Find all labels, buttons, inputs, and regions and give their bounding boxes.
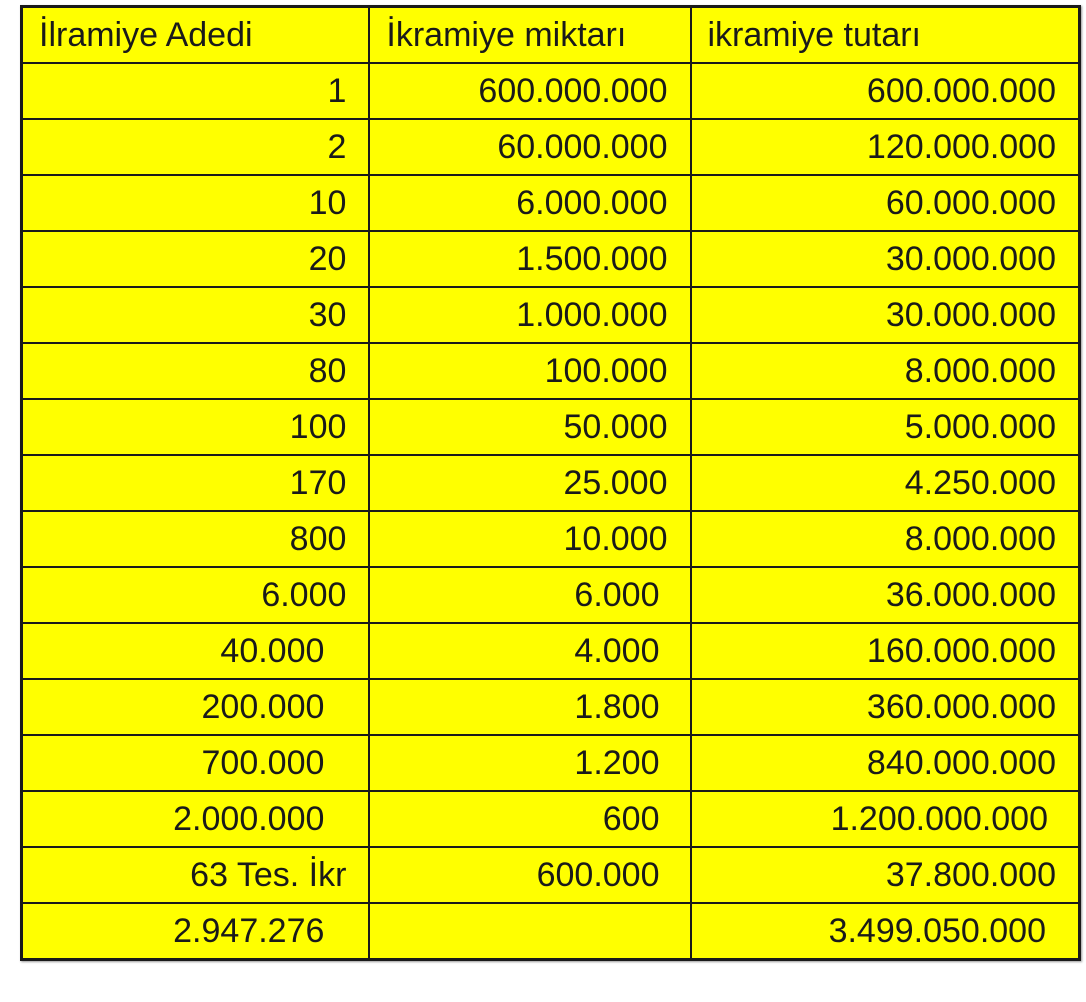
cell-adet: 170: [22, 455, 370, 511]
table-row: [22, 679, 1080, 735]
table-row: [22, 735, 1080, 791]
cell-miktar: 6.000: [369, 567, 690, 623]
cell-adet: 800: [22, 511, 370, 567]
total-row: [22, 903, 1080, 960]
cell-total-miktar: [369, 903, 690, 960]
cell-miktar: 10.000: [369, 511, 690, 567]
prize-table: [20, 5, 1081, 961]
cell-tutar: 30.000.000: [691, 231, 1080, 287]
cell-tutar: 840.000.000: [691, 735, 1080, 791]
cell-tutar: 160.000.000: [691, 623, 1080, 679]
cell-miktar: 50.000: [369, 399, 690, 455]
cell-tutar: 120.000.000: [691, 119, 1080, 175]
table-row: [22, 343, 1080, 399]
cell-miktar: 1.000.000: [369, 287, 690, 343]
table-row: [22, 399, 1080, 455]
table-row: [22, 791, 1080, 847]
table-row: [22, 119, 1080, 175]
cell-tutar: 8.000.000: [691, 511, 1080, 567]
cell-tutar: 1.200.000.000: [691, 791, 1080, 847]
table-row: [22, 287, 1080, 343]
cell-miktar: 1.200: [369, 735, 690, 791]
cell-adet: 80: [22, 343, 370, 399]
header-row: [22, 7, 1080, 64]
cell-adet: 63 Tes. İkr: [22, 847, 370, 903]
cell-miktar: 6.000.000: [369, 175, 690, 231]
cell-tutar: 60.000.000: [691, 175, 1080, 231]
table-row: [22, 623, 1080, 679]
cell-adet: 2: [22, 119, 370, 175]
table-row: [22, 231, 1080, 287]
cell-adet: 100: [22, 399, 370, 455]
cell-miktar: 600: [369, 791, 690, 847]
cell-adet: 40.000: [22, 623, 370, 679]
cell-miktar: 60.000.000: [369, 119, 690, 175]
cell-tutar: 4.250.000: [691, 455, 1080, 511]
cell-adet: 6.000: [22, 567, 370, 623]
cell-adet: 20: [22, 231, 370, 287]
cell-tutar: 5.000.000: [691, 399, 1080, 455]
table-row: [22, 175, 1080, 231]
cell-tutar: 30.000.000: [691, 287, 1080, 343]
cell-tutar: 360.000.000: [691, 679, 1080, 735]
cell-adet: 30: [22, 287, 370, 343]
cell-tutar: 600.000.000: [691, 63, 1080, 119]
table-row: [22, 847, 1080, 903]
cell-adet: 1: [22, 63, 370, 119]
header-miktar: İkramiye miktarı: [369, 7, 690, 64]
cell-tutar: 8.000.000: [691, 343, 1080, 399]
cell-total-adet: 2.947.276: [22, 903, 370, 960]
cell-adet: 10: [22, 175, 370, 231]
table-row: [22, 455, 1080, 511]
cell-tutar: 36.000.000: [691, 567, 1080, 623]
cell-miktar: 4.000: [369, 623, 690, 679]
header-tutar: ikramiye tutarı: [691, 7, 1080, 64]
cell-miktar: 600.000: [369, 847, 690, 903]
header-adet: İlramiye Adedi: [22, 7, 370, 64]
cell-total-tutar: 3.499.050.000: [691, 903, 1080, 960]
table-row: [22, 63, 1080, 119]
table-row: [22, 511, 1080, 567]
table-row: [22, 567, 1080, 623]
cell-miktar: 25.000: [369, 455, 690, 511]
cell-adet: 2.000.000: [22, 791, 370, 847]
cell-miktar: 600.000.000: [369, 63, 690, 119]
cell-miktar: 1.800: [369, 679, 690, 735]
cell-adet: 200.000: [22, 679, 370, 735]
cell-miktar: 1.500.000: [369, 231, 690, 287]
cell-miktar: 100.000: [369, 343, 690, 399]
cell-tutar: 37.800.000: [691, 847, 1080, 903]
cell-adet: 700.000: [22, 735, 370, 791]
